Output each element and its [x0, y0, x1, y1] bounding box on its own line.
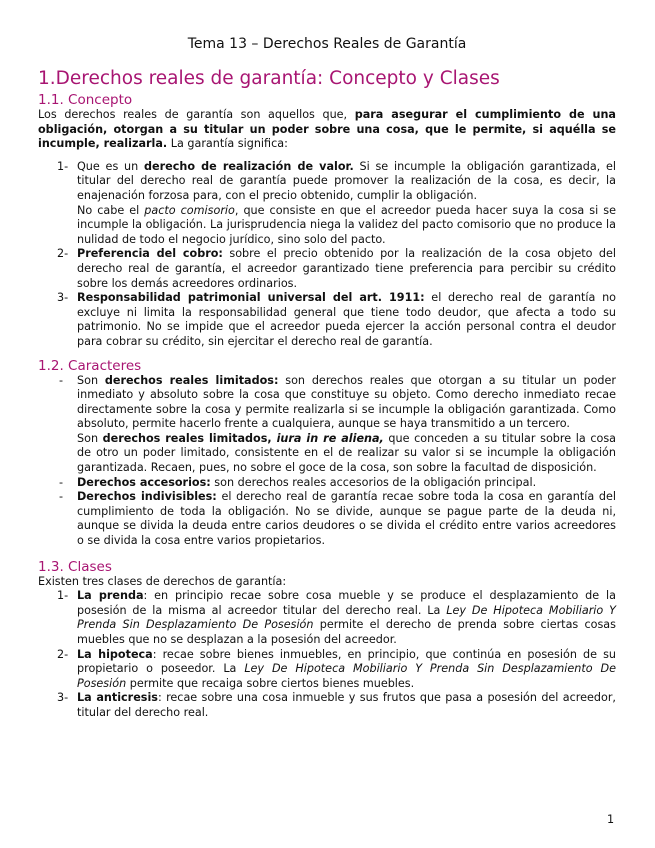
italic-run: Ley De Hipoteca Mobiliario Y Prenda Sin Desplazamiento De Posesión: [77, 662, 616, 690]
list-item: [38, 691, 616, 720]
bold-run: Preferencia del cobro:: [77, 247, 223, 261]
list-item: [38, 490, 616, 548]
list-item-text: [77, 291, 616, 349]
text-run: que conceden a su titular sobre la cosa de otro un poder limitado, consistente en el de realizar su valor si se incumple la obligación garantizada. Recaen, pues, no sobre el goce de la cosa, son sobre la facultad de disposición.: [77, 431, 617, 475]
list-marker: 3-: [57, 691, 69, 705]
list-marker: 2-: [57, 247, 69, 261]
list-item: [38, 247, 616, 291]
bold-run: Responsabilidad patrimonial universal del art. 1911:: [77, 291, 425, 305]
list-item-text: [77, 691, 616, 720]
list-item-text: [77, 648, 616, 692]
list-marker: 1-: [57, 159, 69, 173]
italic-run: pacto comisorio: [144, 203, 235, 217]
section-heading: 1.Derechos reales de garantía: Concepto y Clases: [38, 68, 500, 89]
list-marker: -: [59, 373, 64, 387]
list-marker: 1-: [57, 589, 69, 603]
text-run: el derecho real de garantía recae sobre toda la cosa en garantía del cumplimiento de toda la obligación. No se divide, aunque se pague parte de la deuda ni, aunque se divida la deuda entre carios deudores o se divida el crédito entre varios acreedores o se divida la cosa entre varios propietarios.: [77, 490, 616, 548]
bold-run: derechos reales limitados:: [104, 373, 279, 387]
list-item: [38, 160, 616, 248]
bold-run: derecho de realización de valor.: [144, 159, 354, 173]
subsection-heading-concepto: 1.1. Concepto: [38, 92, 133, 108]
list-item-text: [77, 374, 616, 432]
list-item-text: [77, 432, 616, 476]
text-run: Son: [77, 431, 103, 445]
list-item-text: [77, 160, 616, 204]
list-item-text: [77, 247, 616, 291]
subsection-heading-clases: 1.3. Clases: [38, 558, 112, 575]
bold-run: Derechos indivisibles:: [77, 490, 217, 504]
list-item: [38, 374, 616, 476]
text-run: Si se incumple la obligación garantizada, el titular del derecho real de garantía puede promover la realización de la cosa, es decir, la enajenación forzosa para, con el precio obtenido, cumplir la obligación.: [77, 159, 617, 202]
text-run: son derechos reales que otorgan a su titular un poder inmediato y absoluto sobre la cosa que constituye su objeto. Como derecho inmediato recae directamente sobre la cosa y permite realizarla si se incumple la obligación garantizada. Como absoluto, permite hacerlo frente a cualquiera, aunque se haya transmitido a un tercero.: [77, 373, 617, 431]
list-marker: 3-: [57, 291, 69, 305]
text-run: son derechos reales accesorios de la obligación principal.: [210, 475, 537, 489]
text-run: : recae sobre bienes inmuebles, en principio, que continúa en posesión de su propietario o poseedor. La: [77, 647, 616, 676]
text-run: , que consiste en que el acreedor pueda hacer suya la cosa si se incumple la obligación. La jurisprudencia niega la validez del pacto comisorio que no produce la nulidad de todo el negocio jurídico, sino solo del pacto.: [77, 203, 616, 246]
bold-run: La hipoteca: [77, 647, 153, 661]
text-run: : en principio recae sobre cosa mueble y se produce el desplazamiento de la posesión de la misma al acreedor titular del derecho real. La: [77, 589, 616, 617]
list-item-text: [77, 589, 616, 647]
text-run: permite que recaiga sobre ciertos bienes muebles.: [126, 676, 415, 690]
concepto-list: [38, 160, 616, 350]
bold-run: La anticresis: [77, 691, 158, 705]
list-marker: 2-: [57, 647, 69, 661]
list-marker: -: [59, 490, 64, 504]
text-run: Los derechos reales de garantía son aquellos que,: [38, 108, 355, 121]
bold-run: para asegurar el cumplimiento de una obligación, otorgan a su titular un poder sobre una cosa, que le permite, si aquélla se incumple, realizarla.: [38, 108, 616, 151]
text-run: permite el derecho de prenda sobre ciertas cosas muebles que no se desplazan a la posesión del acreedor.: [77, 618, 616, 646]
text-run: sobre el precio obtenido por la realización de la cosa objeto del derecho real de garantía, el acreedor garantizado tiene preferencia para percibir su crédito sobre los demás acreedores ordinarios.: [77, 247, 616, 290]
bold-italic-run: iura in re aliena,: [276, 431, 384, 445]
text-run: No cabe el: [77, 203, 145, 217]
subsection-heading-caracteres: 1.2. Caracteres: [38, 357, 142, 374]
page-number: 1: [607, 813, 615, 826]
text-run: el derecho real de garantía no excluye ni limita la responsabilidad general que tiene todo deudor, que afecta a todo su patrimonio. No se impide que el acreedor pueda ejercer la acción personal contra el deudor para cobrar su crédito, sin ejercitar el derecho real de garantía.: [77, 291, 617, 348]
caracteres-list: [38, 374, 616, 549]
bold-run: Derechos accesorios:: [77, 475, 211, 489]
clases-list: [38, 589, 616, 720]
text-run: : recae sobre una cosa inmueble y sus frutos que pasa a posesión del acreedor, titular del derecho real.: [77, 691, 616, 719]
italic-run: Ley De Hipoteca Mobiliario Y Prenda Sin Desplazamiento De Posesión: [77, 603, 616, 632]
list-item-text: [77, 490, 616, 548]
list-marker: -: [59, 475, 64, 489]
text-run: Que es un: [77, 159, 145, 173]
clases-intro: Existen tres clases de derechos de garantía:: [38, 574, 287, 588]
list-item-text: [77, 476, 616, 491]
document-title: Tema 13 – Derechos Reales de Garantía: [187, 36, 467, 52]
bold-run: derechos reales limitados,: [102, 431, 277, 445]
list-item: [38, 291, 616, 349]
bold-run: La prenda: [77, 589, 144, 603]
page: [38, 35, 616, 721]
text-run: Son: [77, 373, 105, 387]
list-item: [38, 648, 616, 692]
list-item-text: [77, 204, 616, 248]
list-item: [38, 589, 616, 647]
text-run: La garantía significa:: [167, 137, 288, 151]
list-item: [38, 476, 616, 491]
concepto-intro: [38, 108, 616, 152]
